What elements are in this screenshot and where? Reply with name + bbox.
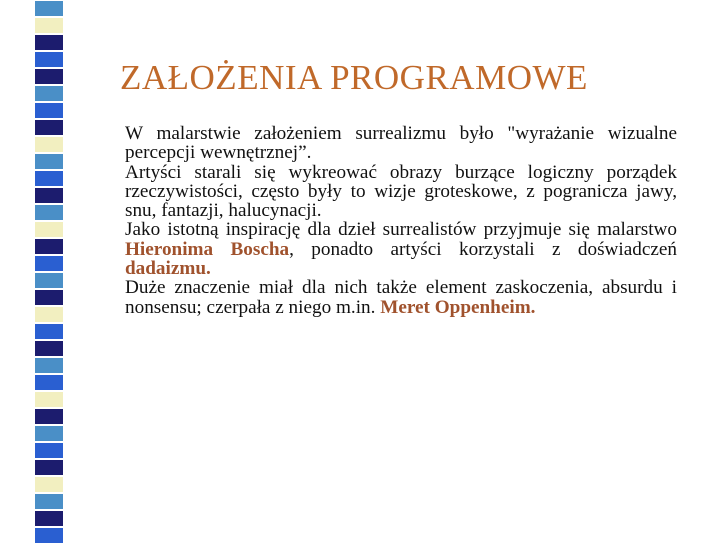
decorative-square bbox=[34, 136, 64, 153]
decorative-square bbox=[34, 510, 64, 527]
paragraph-text: Duże znaczenie miał dla nich także element zaskoczenia, absurdu i nonsensu; czerpała z niego m.in. bbox=[125, 277, 677, 318]
decorative-square-strip bbox=[0, 0, 70, 540]
decorative-square bbox=[34, 204, 64, 221]
decorative-square bbox=[34, 306, 64, 323]
decorative-square bbox=[34, 340, 64, 357]
decorative-square bbox=[34, 0, 64, 17]
paragraph-text: W malarstwie założeniem surrealizmu było "wyrażanie wizualne percepcji wewnętrznej”. bbox=[125, 123, 677, 164]
decorative-square bbox=[34, 187, 64, 204]
decorative-square bbox=[34, 68, 64, 85]
highlighted-name: Hieronima Boscha bbox=[125, 238, 290, 260]
decorative-square bbox=[34, 442, 64, 459]
decorative-square bbox=[34, 170, 64, 187]
decorative-square bbox=[34, 493, 64, 510]
body-paragraph bbox=[125, 124, 677, 163]
decorative-square bbox=[34, 51, 64, 68]
decorative-square bbox=[34, 153, 64, 170]
decorative-square bbox=[34, 476, 64, 493]
paragraph-text: Artyści starali się wykreować obrazy burzące logiczny porządek rzeczywistości, często były to wizje groteskowe, z pogranicza jawy, snu, fantazji, halucynacji. bbox=[125, 161, 677, 222]
decorative-square bbox=[34, 34, 64, 51]
decorative-square bbox=[34, 289, 64, 306]
decorative-square bbox=[34, 221, 64, 238]
decorative-square bbox=[34, 102, 64, 119]
decorative-square bbox=[34, 17, 64, 34]
body-paragraph bbox=[125, 220, 677, 278]
decorative-square bbox=[34, 357, 64, 374]
decorative-square bbox=[34, 459, 64, 476]
paragraph-text: , ponadto artyści korzystali z doświadczeń bbox=[289, 238, 677, 260]
decorative-square bbox=[34, 85, 64, 102]
decorative-square bbox=[34, 425, 64, 442]
paragraph-text: Jako istotną inspirację dla dzieł surrealistów przyjmuje się malarstwo bbox=[125, 219, 677, 241]
slide-title: ZAŁOŻENIA PROGRAMOWE bbox=[120, 58, 588, 97]
decorative-square bbox=[34, 408, 64, 425]
slide-body bbox=[125, 124, 677, 317]
decorative-square bbox=[34, 238, 64, 255]
decorative-square bbox=[34, 527, 64, 544]
highlighted-name: Meret Oppenheim. bbox=[380, 296, 536, 318]
decorative-square bbox=[34, 119, 64, 136]
decorative-square bbox=[34, 374, 64, 391]
decorative-square bbox=[34, 272, 64, 289]
body-paragraph bbox=[125, 278, 677, 317]
highlighted-name: dadaizmu. bbox=[125, 258, 211, 280]
decorative-square bbox=[34, 323, 64, 340]
body-paragraph bbox=[125, 163, 677, 221]
decorative-square bbox=[34, 255, 64, 272]
decorative-square bbox=[34, 391, 64, 408]
